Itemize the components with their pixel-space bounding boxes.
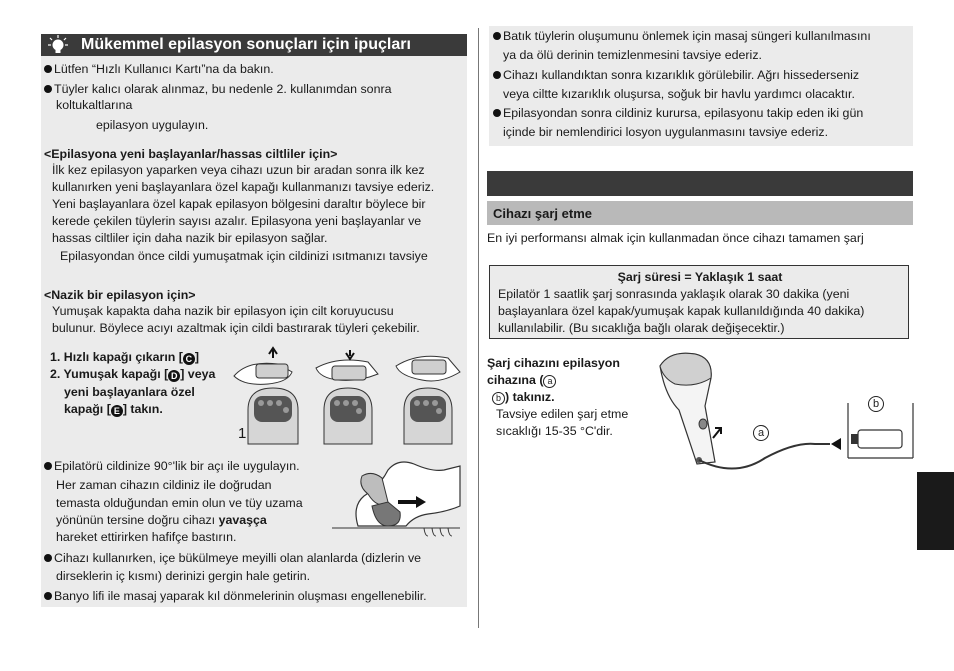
section-subtitle-bar [487,201,913,225]
marker-d: D [168,370,180,382]
connect-line2: cihazına ( a [487,372,556,389]
column-divider [478,28,479,628]
connect-line1: Şarj cihazını epilasyon [487,356,620,370]
marker-a: a [543,375,556,388]
apply-line: yönünün tersine doğru cihazı yavaşça [56,513,267,527]
beginners-line: kerede çekilen tüylerin sayısı azalır. Epilasyona yeni başlayanlar ve [52,214,422,228]
charge-time-title: Şarj süresi = Yaklaşık 1 saat [617,270,783,284]
hand-epilator-illustration [328,456,464,552]
tip-quick-card: Lütfen “Hızlı Kullanıcı Kartı”na da bakın. [44,61,274,77]
marker-e: E [111,405,123,417]
step-2-line3: kapağı [ E ] takın. [64,402,163,416]
tip-redness: Cihazı kullandıktan sonra kızarıklık görülebilir. Ağrı hissederseniz [493,67,859,83]
beginners-line: hassas ciltliler için daha nazik bir epilasyon sağlar. [52,231,328,245]
gentle-heading: <Nazik bir epilasyon için> [44,288,196,302]
cap-replacement-illustration [228,348,464,444]
figure-label-b: b [868,396,884,412]
temperature-line: Tavsiye edilen şarj etme [496,407,629,421]
tip-moisturizer-line2: içinde bir nemlendirici losyon uygulanmasını tavsiye ederiz. [503,125,829,139]
figure-number: 1 [238,425,247,442]
charge-time-line: kullanılabilir. (Bu sıcaklığa bağlı olarak değişecektir.) [498,321,785,335]
bullet-icon [493,32,501,40]
marker-c: C [183,353,195,365]
apply-line: hareket ettirirken hafifçe bastırın. [56,530,237,544]
tip-bath-sponge: Banyo lifi ile masaj yaparak kıl dönmelerinin oluşması engellenebilir. [44,588,427,604]
section-bar [487,171,913,196]
bullet-icon [493,71,501,79]
step-1: 1. Hızlı kapağı çıkarın [ C ] [50,350,200,364]
step-2: 2. Yumuşak kapağı [ D ] veya [50,367,216,381]
tips-header-title: Mükemmel epilasyon sonuçları için ipuçları [81,36,411,53]
bullet-icon [44,592,52,600]
tips-header [41,34,467,56]
tip-ingrown-line2: ya da ölü derinin temizlenmesini tavsiye ederiz. [503,48,762,62]
beginners-line: İlk kez epilasyon yaparken veya cihazı uzun bir aradan sonra ilk kez [52,163,425,177]
apply-line: Her zaman cihazın cildiniz ile doğrudan [56,478,272,492]
lightbulb-icon [47,35,69,55]
bullet-icon [44,462,52,470]
charge-time-line: Epilatör 1 saatlik şarj sonrasında yaklaşık olarak 30 dakika (yeni [498,287,850,301]
charge-time-line: başlayanlara özel kapak/yumuşak kapak kullanıldığında 40 dakika) [498,304,865,318]
gentle-line: Yumuşak kapakta daha nazik bir epilasyon için cilt koruyucusu [52,304,394,318]
emphasis-slowly: yavaşça [218,513,267,527]
step-2-line2: yeni başlayanlara özel [64,385,195,399]
tip-not-permanent-line3: epilasyon uygulayın. [96,118,209,132]
bullet-icon [44,554,52,562]
temperature-line: sıcaklığı 15-35 °C'dir. [496,424,613,438]
section-tab [917,472,954,550]
gentle-line: bulunur. Böylece acıyı azaltmak için cildi bastırarak tüyleri çekebilir. [52,321,420,335]
tip-taut-skin-line2: dirseklerin iç kısmı) derinizi gergin hale getirin. [56,569,311,583]
apply-line: Epilatörü cildinize 90°'lik bir açı ile uygulayın. [44,458,300,474]
tip-taut-skin: Cihazı kullanırken, içe bükülmeye meyilli olan alanlarda (dizlerin ve [44,550,421,566]
bullet-icon [44,65,52,73]
tip-redness-line2: veya ciltte kızarıklık oluşursa, soğuk bir havlu yardımcı olacaktır. [503,87,855,101]
tip-not-permanent-line2: koltukaltlarına [56,98,133,112]
section-title: Cihazı şarj etme [493,206,592,221]
tip-moisturizer: Epilasyondan sonra cildiniz kurursa, epilasyonu takip eden iki gün [493,105,863,121]
figure-label-a: a [753,425,769,441]
beginners-line: kullanırken yeni başlayanlara özel kapağı kullanmanızı tavsiye ederiz. [52,180,435,194]
bullet-icon [44,85,52,93]
charging-illustration [655,348,917,468]
charge-time-box [489,265,909,339]
tip-ingrown: Batık tüylerin oluşumunu önlemek için masaj süngeri kullanılmasını [493,28,871,44]
apply-line: temasta olduğundan emin olun ve tüy uzama [56,496,303,510]
beginners-line: Yeni başlayanlara özel kapak epilasyon bölgesini daraltır böylece bir [52,197,426,211]
connect-line3: b ) takınız. [492,389,555,406]
tip-not-permanent: Tüyler kalıcı olarak alınmaz, bu nedenle 2. kullanımdan sonra [44,81,391,97]
charge-intro: En iyi performansı almak için kullanmadan önce cihazı tamamen şarj [487,231,864,245]
beginners-line: Epilasyondan önce cildi yumuşatmak için cildinizi ısıtmanızı tavsiye [60,249,428,263]
bullet-icon [493,109,501,117]
marker-b: b [492,392,505,405]
beginners-heading: <Epilasyona yeni başlayanlar/hassas ciltliler için> [44,147,338,161]
